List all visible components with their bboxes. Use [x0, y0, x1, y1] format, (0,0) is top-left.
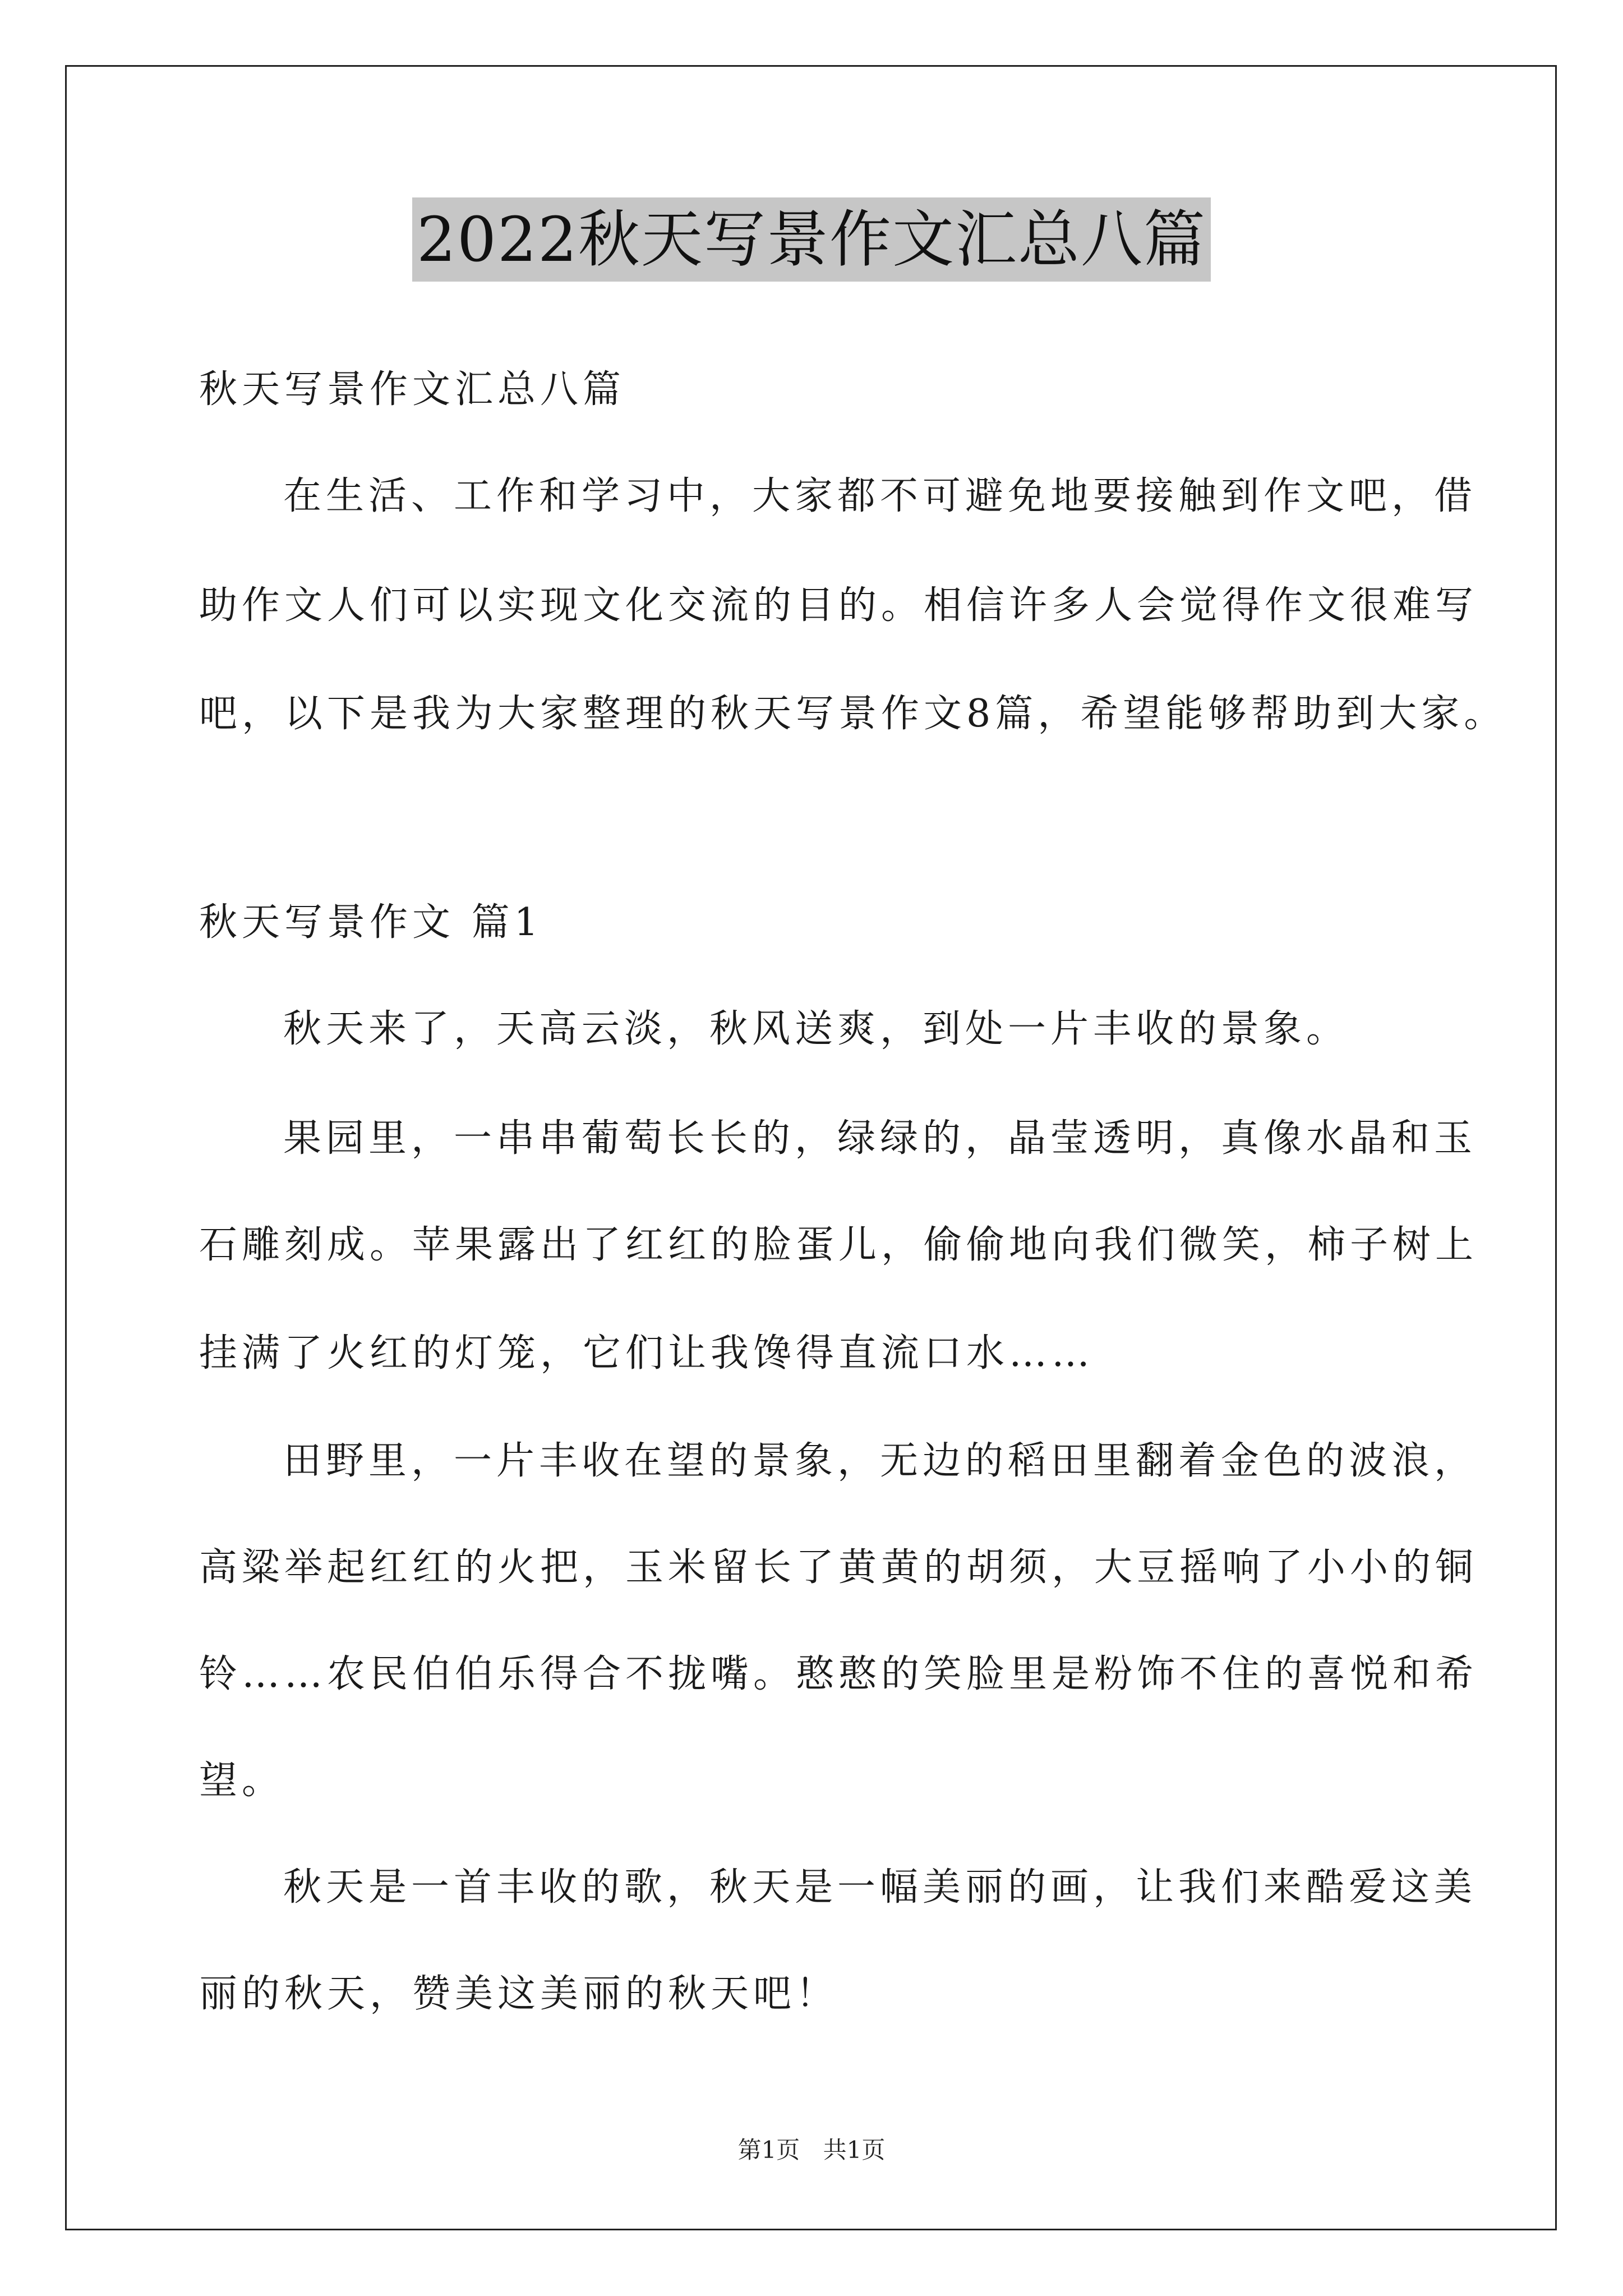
paragraph-line: 秋天来了，天高云淡，秋风送爽，到处一片丰收的景象。: [283, 1007, 1349, 1051]
paragraph-line: 挂满了火红的灯笼，它们让我馋得直流口水……: [199, 1331, 1095, 1375]
paragraph-line: 田野里，一片丰收在望的景象，无边的稻田里翻着金色的波浪，: [283, 1439, 1477, 1483]
page-number: 第1页: [737, 2136, 800, 2164]
paragraph-line: 丽的秋天，赞美这美丽的秋天吧！: [199, 1972, 839, 2016]
title-container: [0, 197, 1623, 282]
section-heading: 秋天写景作文 篇1: [199, 900, 543, 945]
document-title: 2022秋天写景作文汇总八篇: [412, 197, 1211, 282]
intro-line: 助作文人们可以实现文化交流的目的。相信许多人会觉得作文很难写: [199, 583, 1478, 628]
paragraph-line: 秋天是一首丰收的歌，秋天是一幅美丽的画，让我们来酷爱这美: [283, 1865, 1477, 1910]
intro-line: 在生活、工作和学习中，大家都不可避免地要接触到作文吧，借: [283, 474, 1477, 518]
paragraph-line: 石雕刻成。苹果露出了红红的脸蛋儿，偷偷地向我们微笑，柿子树上: [199, 1223, 1478, 1267]
paragraph-line: 高粱举起红红的火把，玉米留长了黄黄的胡须，大豆摇响了小小的铜: [199, 1545, 1478, 1590]
paragraph-line: 铃……农民伯伯乐得合不拢嘴。憨憨的笑脸里是粉饰不住的喜悦和希: [199, 1652, 1478, 1696]
paragraph-line: 望。: [199, 1759, 285, 1803]
intro-line: 吧，以下是我为大家整理的秋天写景作文8篇，希望能够帮助到大家。: [199, 692, 1507, 736]
paragraph-line: 果园里，一串串葡萄长长的，绿绿的，晶莹透明，真像水晶和玉: [283, 1116, 1477, 1161]
subtitle: 秋天写景作文汇总八篇: [199, 367, 626, 412]
page-total: 共1页: [823, 2136, 886, 2164]
page-footer: [0, 2132, 1623, 2165]
